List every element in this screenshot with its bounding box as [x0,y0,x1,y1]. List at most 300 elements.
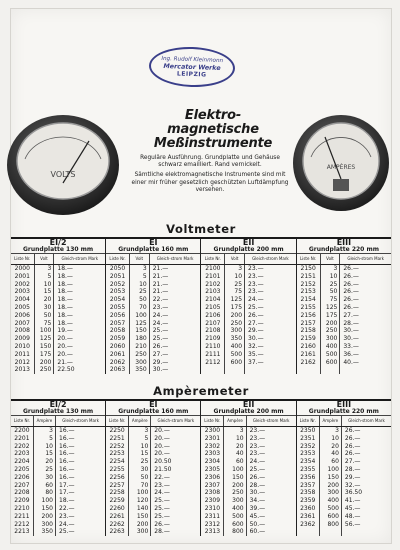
table-cell: 2204 [14,458,30,466]
table-cell: 120 [129,497,151,505]
table-cell: 100 [129,312,149,320]
table-cell: 350 [129,366,149,374]
table-cell: 150 [129,327,149,335]
table-cell: 2063 [106,366,130,374]
table-cell: 200 [320,320,340,328]
table-cell: 48.— [341,513,391,521]
table-row [11,466,391,474]
table-cell: 50 [320,288,340,296]
amperes-dial-label: AMPÈRES [326,164,356,171]
table-cell: 25.— [151,513,201,521]
table-cell: 28.— [246,482,296,490]
voltmeter-heading: Voltmeter [166,222,236,236]
table-cell: 150 [129,513,151,521]
table-cell: 300 [129,528,151,536]
table-cell [296,366,320,374]
table-cell: 26.— [340,296,391,304]
table-cell: 23.— [56,513,106,521]
table-cell: 2011 [14,350,30,358]
model-label: EI/2 [49,400,67,409]
table-cell: 2303 [201,450,224,458]
group-header [106,401,201,416]
table-cell: 2054 [106,296,130,304]
table-cell: 15 [34,288,54,296]
table-cell: 18.— [54,273,106,281]
table-cell: 23.— [245,288,297,296]
table-cell: 300 [129,359,149,367]
table-cell: 18.— [54,320,106,328]
column-header: Liste Nr. [296,254,320,265]
table-cell: 250 [320,327,340,335]
column-header: Liste Nr. [11,254,34,265]
column-header: Volt [225,254,245,265]
table-cell: 2103 [201,288,225,296]
table-cell: 2255 [106,466,129,474]
table-cell: 250 [34,366,54,374]
table-cell: 2306 [201,474,224,482]
model-label: EIII [336,400,352,409]
table-cell: 2263 [106,528,129,536]
table-cell: 2050 [106,265,130,273]
column-header: Gleich-strom Mark [151,416,201,427]
table-cell: 2010 [14,342,30,350]
table-cell: 26.— [340,281,391,289]
column-header: Gleich-strom Mark [340,254,391,265]
table-cell: 100 [33,497,55,505]
table-cell: 30.— [245,335,297,343]
table-cell: 2358 [296,489,319,497]
table-cell: 200 [129,521,151,529]
table-cell: 25 [129,458,151,466]
table-cell: 18.— [54,304,106,312]
table-cell: 2002 [14,280,30,288]
column-header: Gleich-strom Mark [246,416,296,427]
table-cell: 500 [225,351,245,359]
column-header: Ampère [319,416,341,427]
table-cell: 2061 [106,351,130,359]
group-header [106,239,201,254]
column-header: Liste Nr. [296,416,319,427]
table-cell: 2262 [106,521,129,529]
table-cell: 2313 [201,528,224,536]
table-cell: 17.— [56,482,106,490]
table-row [11,489,391,497]
table-cell: 2154 [296,296,320,304]
table-row [11,304,391,312]
table-cell: 250 [224,489,246,497]
table-cell: 2305 [201,466,224,474]
table-cell: 2207 [14,481,30,489]
model-label: EIII [336,238,352,247]
table-cell: 27.— [245,320,297,328]
model-label: EII [242,400,255,409]
table-cell: 50 [34,312,54,320]
table-cell: 26.— [340,265,391,273]
table-cell: 400 [224,505,246,513]
table-row [11,521,391,529]
table-cell: 2102 [201,281,225,289]
table-cell: 60 [319,458,341,466]
table-cell: 2100 [201,265,225,273]
table-cell: 16.— [56,474,106,482]
table-cell: 125 [34,335,54,343]
amperemeter-illustration [289,107,393,217]
table-cell: 27.— [340,312,391,320]
table-cell: 2203 [14,450,30,458]
table-cell: 10 [129,281,149,289]
table-cell: 18.— [54,288,106,296]
table-cell: 16.— [56,450,106,458]
table-cell: 2352 [296,443,319,451]
header-band [11,97,391,219]
table-cell: 25 [225,281,245,289]
table-cell: 75 [320,296,340,304]
table-cell: 2357 [296,482,319,490]
base-label: Grundplatte 160 mm [118,246,189,253]
table-cell: 26.— [149,343,201,351]
table-row [11,435,391,443]
table-cell: 26.— [340,273,391,281]
table-row [11,351,391,359]
table-cell: 400 [320,343,340,351]
table-cell: 2107 [201,320,225,328]
table-cell: 2104 [201,296,225,304]
table-cell: 29.— [341,474,391,482]
table-cell: 32.— [245,343,297,351]
table-cell: 3 [34,265,54,273]
table-cell: 300 [225,327,245,335]
table-cell: 22.— [149,296,201,304]
table-row [11,443,391,451]
column-header: Liste Nr. [201,416,224,427]
table-cell: 32.— [341,482,391,490]
table-cell: 150 [319,474,341,482]
table-cell: 16.— [56,435,106,443]
table-row [11,312,391,320]
table-cell: 2006 [14,311,30,319]
table-cell: 25.— [151,497,201,505]
table-cell: 16.— [56,458,106,466]
table-cell: 5 [129,273,149,281]
table-cell: 18.— [54,296,106,304]
table-cell: 27.— [149,351,201,359]
table-cell: 2058 [106,327,130,335]
table-cell: 19.— [54,327,106,335]
table-cell: 16.— [56,427,106,435]
table-cell: 27.— [341,458,391,466]
table-cell: 2151 [296,273,320,281]
table-cell: 33.— [340,343,391,351]
table-cell: 26.— [340,304,391,312]
table-cell: 2256 [106,474,129,482]
table-cell: 125 [129,320,149,328]
table-row [11,427,391,435]
model-label: EI/2 [49,238,67,247]
table-cell: 150 [33,505,55,513]
table-cell: 75 [225,288,245,296]
base-label: Grundplatte 130 mm [23,408,94,415]
table-cell: 20.— [54,335,106,343]
table-row [11,335,391,343]
table-cell: 10 [224,435,246,443]
table-cell: 2211 [14,512,30,520]
table-cell: 125 [225,296,245,304]
table-cell: 10 [225,273,245,281]
table-cell: 21.— [149,288,201,296]
table-cell: 3 [129,265,149,273]
table-cell: 34.— [246,497,296,505]
table-cell: 300 [319,489,341,497]
stamp-line-2: Mercator Werke [163,61,221,72]
table-cell: 50.— [246,521,296,529]
table-row [11,366,391,374]
column-header: Gleich-strom Mark [56,416,106,427]
table-cell: 25.— [149,327,201,335]
table-cell: 20.50 [151,458,201,466]
volts-dial-label: VOLTS [50,170,76,179]
table-cell: 2004 [14,296,30,304]
table-cell: 20.— [151,435,201,443]
table-cell: 2160 [296,343,320,351]
table-cell: 2200 [14,427,30,434]
table-row [11,296,391,304]
table-cell [320,366,340,374]
table-cell: 2350 [296,427,319,435]
table-cell: 25.— [56,528,106,536]
column-header: Volt [129,254,149,265]
table-cell: 400 [319,497,341,505]
table-cell: 300 [224,497,246,505]
table-cell: 2057 [106,320,130,328]
table-cell: 70 [129,304,149,312]
table-cell: 30.— [340,335,391,343]
table-cell: 2257 [106,482,129,490]
table-cell: 200 [34,359,54,367]
table-cell: 10 [129,443,151,451]
table-cell: 180 [129,335,149,343]
table-cell: 3 [224,427,246,435]
table-cell: 2351 [296,435,319,443]
table-cell: 80 [33,489,55,497]
table-cell: 60 [224,458,246,466]
table-cell: 20 [33,458,55,466]
table-cell [340,366,391,374]
table-cell [225,366,245,374]
voltmeter-illustration [1,107,121,217]
table-cell: 2253 [106,450,129,458]
table-cell: 210 [129,343,149,351]
table-cell: 37.— [245,359,297,367]
table-cell: 2111 [201,351,225,359]
table-cell: 100 [224,466,246,474]
amperemeter-heading: Ampèremeter [153,384,249,398]
table-row [11,320,391,328]
table-cell: 3 [33,427,55,435]
table-cell: 23.— [151,482,201,490]
table-cell: 2201 [14,434,30,442]
table-cell: 2212 [14,520,30,528]
table-cell: 25.— [246,466,296,474]
table-cell: 350 [33,528,55,536]
table-cell: 2258 [106,489,129,497]
table-cell: 2301 [201,435,224,443]
table-cell: 24.— [56,521,106,529]
table-cell: 25 [129,288,149,296]
table-cell: 2059 [106,335,130,343]
table-row [11,458,391,466]
table-cell: 3 [225,265,245,273]
table-cell: 20.— [54,351,106,359]
table-cell: 2302 [201,443,224,451]
table-cell: 200 [319,482,341,490]
table-cell: 20.— [151,443,201,451]
table-cell: 60 [33,482,55,490]
table-cell: 2362 [296,521,319,529]
table-cell: 2206 [14,473,30,481]
catalog-page [10,8,392,544]
table-cell: 2000 [14,265,30,272]
table-cell: 2007 [14,319,30,327]
table-cell [201,366,225,374]
table-cell: 2251 [106,435,129,443]
table-cell: 2250 [106,427,129,435]
table-cell: 22.— [56,505,106,513]
model-label: EI [149,238,158,247]
table-cell: 26.— [340,288,391,296]
table-cell [341,528,391,536]
column-header: Liste Nr. [106,254,130,265]
table-cell: 2105 [201,304,225,312]
table-cell: 2052 [106,281,130,289]
table-cell: 2056 [106,312,130,320]
table-cell: 5 [33,435,55,443]
table-cell: 2156 [296,312,320,320]
table-cell: 25.— [245,304,297,312]
column-header: Liste Nr. [201,254,225,265]
table-row [11,281,391,289]
table-cell: 2300 [201,427,224,435]
table-cell: 24.— [151,489,201,497]
table-cell: 2359 [296,497,319,505]
table-cell: 2001 [14,272,30,280]
table-cell: 18.— [54,281,106,289]
group-header [296,401,391,416]
table-cell: 36.— [340,351,391,359]
table-cell: 29.— [245,327,297,335]
table-cell: 50 [129,474,151,482]
table-cell: 20.— [151,450,201,458]
table-cell: 600 [320,359,340,367]
table-cell: 36.50 [341,489,391,497]
base-label: Grundplatte 220 mm [308,246,379,253]
table-cell: 23.— [149,304,201,312]
table-cell: 2005 [14,303,30,311]
column-header: Gleich-strom Mark [245,254,297,265]
table-cell: 30.— [246,489,296,497]
table-cell: 20 [224,443,246,451]
table-row [11,528,391,536]
description [131,155,289,197]
table-row [11,474,391,482]
table-cell: 16.— [56,466,106,474]
table-cell: 350 [225,335,245,343]
table-cell: 2261 [106,513,129,521]
table-row [11,505,391,513]
table-cell: 10 [33,443,55,451]
base-label: Grundplatte 200 mm [213,408,284,415]
table-row [11,327,391,335]
table-cell: 2101 [201,273,225,281]
table-row [11,343,391,351]
table-cell: 10 [320,273,340,281]
table-row [11,288,391,296]
model-label: EI [149,400,158,409]
table-cell: 2355 [296,466,319,474]
table-cell: 21.— [149,265,201,273]
table-cell: 40 [224,450,246,458]
table-cell: 23.— [246,435,296,443]
table-cell: 2260 [106,505,129,513]
table-cell: 23.— [246,443,296,451]
table-cell: 20 [34,296,54,304]
table-cell: 200 [33,513,55,521]
table-row [11,482,391,490]
table-cell: 40.— [340,359,391,367]
table-cell: 100 [34,327,54,335]
table-cell: 23.— [246,450,296,458]
column-header: Gleich-strom Mark [149,254,201,265]
table-cell: 26.— [341,427,391,435]
table-cell: 45.— [341,505,391,513]
table-cell: 26.— [246,474,296,482]
table-cell: 26.— [151,521,201,529]
base-label: Grundplatte 200 mm [213,246,284,253]
page-title: Elektro-magnetische Meßinstrumente [153,108,273,151]
table-cell: 30.— [149,366,201,374]
table-cell: 2003 [14,288,30,296]
table-cell: 23.— [246,427,296,435]
voltmeter-table [11,239,391,374]
table-cell: 2055 [106,304,130,312]
table-cell: 2051 [106,273,130,281]
table-cell: 2112 [201,359,225,367]
table-cell: 25.— [149,335,201,343]
table-row [11,273,391,281]
table-cell: 200 [225,312,245,320]
table-cell: 300 [320,335,340,343]
table-row [11,513,391,521]
column-header: Ampère [129,416,151,427]
group-header [296,239,391,254]
table-row [11,450,391,458]
table-cell: 500 [224,513,246,521]
table-cell: 24.— [246,458,296,466]
table-cell: 56.— [341,521,391,529]
table-cell: 28.— [341,466,391,474]
table-cell: 800 [224,528,246,536]
table-cell: 23.— [245,273,297,281]
table-cell: 15 [129,450,151,458]
table-cell: 20 [319,443,341,451]
table-cell: 2009 [14,335,30,343]
table-cell [319,528,341,536]
table-cell: 300 [33,521,55,529]
table-cell: 150 [224,474,246,482]
table-cell: 500 [320,351,340,359]
column-header: Volt [34,254,54,265]
table-cell [245,366,297,374]
model-label: EII [242,238,255,247]
